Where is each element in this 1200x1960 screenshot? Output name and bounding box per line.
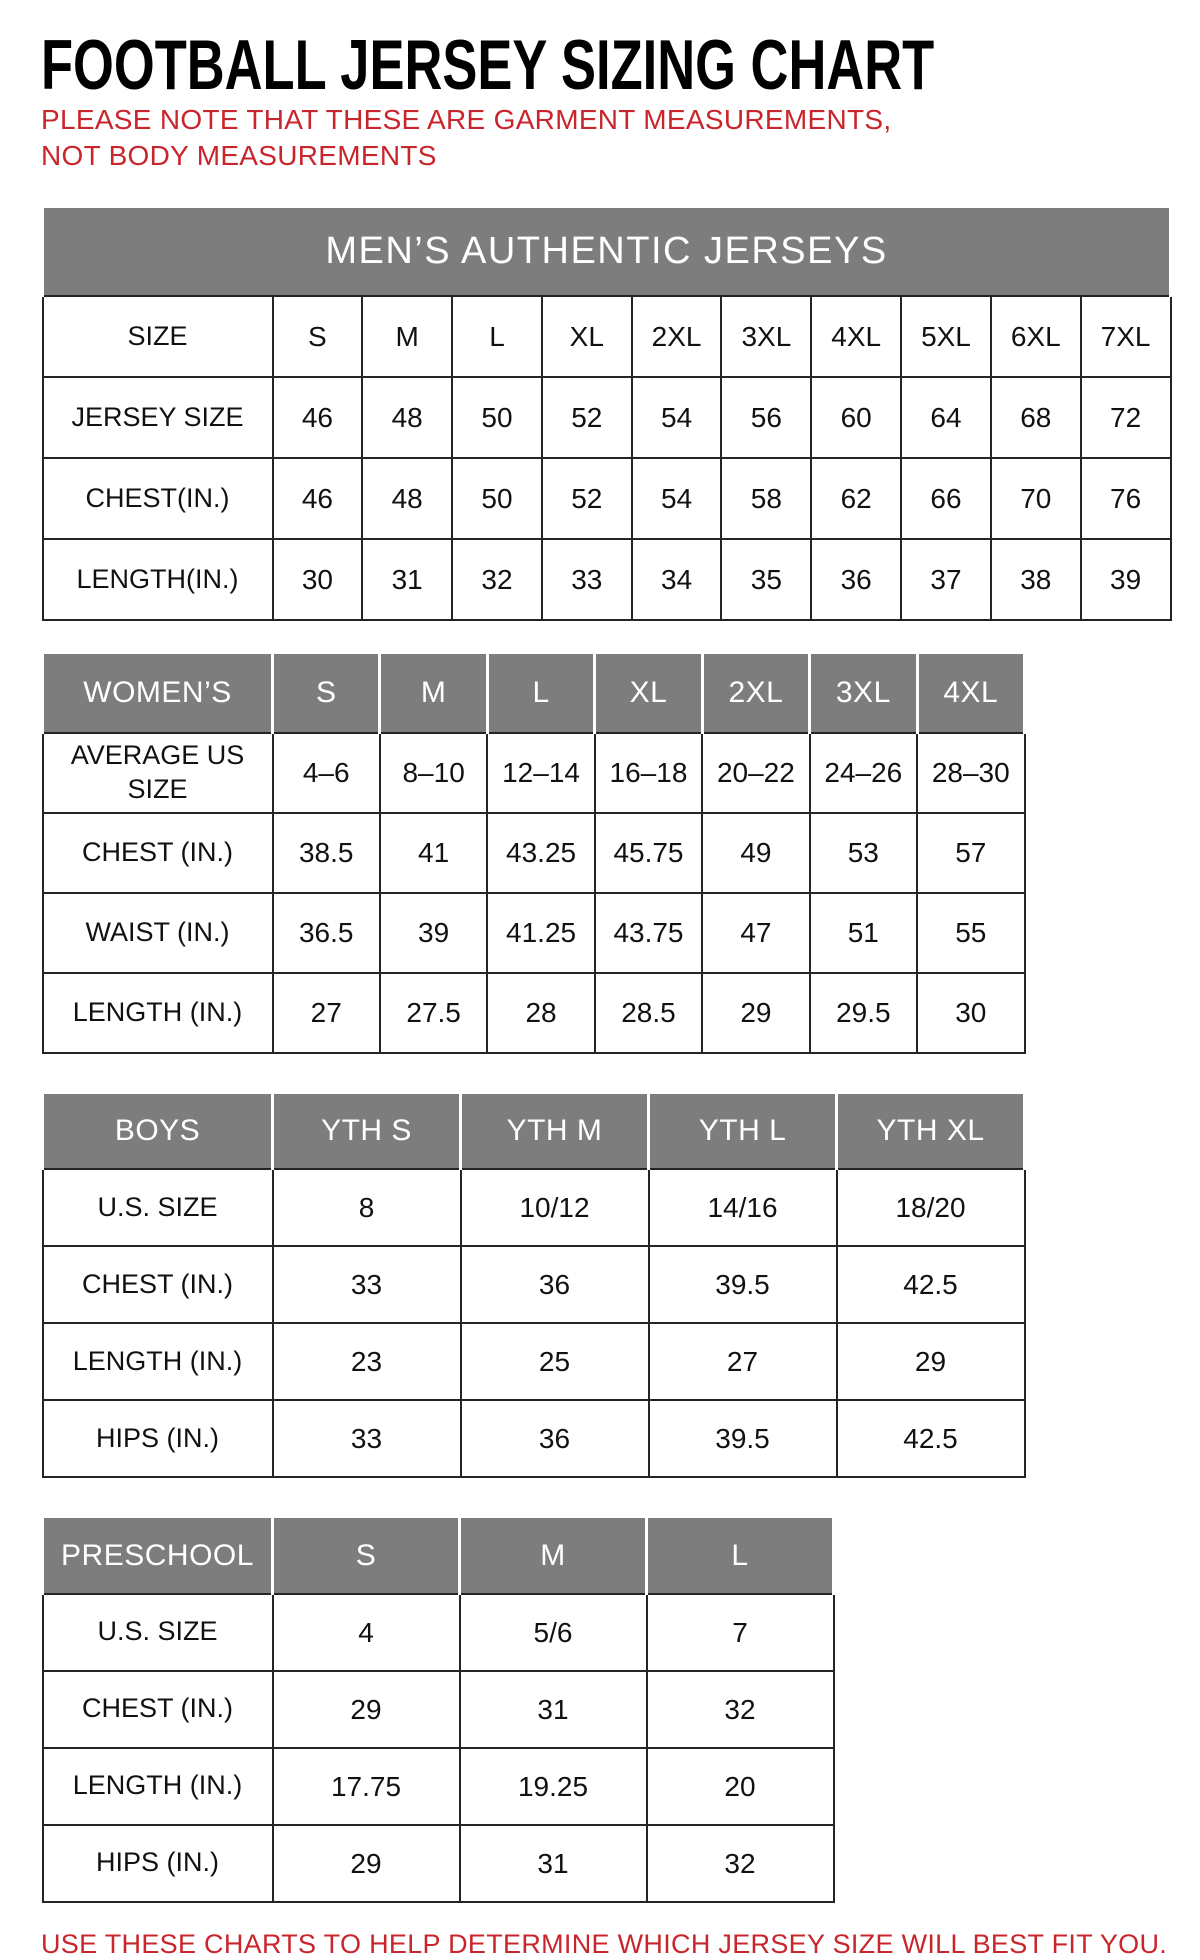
preschool-column-header: S xyxy=(273,1517,460,1594)
boys-column-header: YTH XL xyxy=(837,1092,1025,1169)
womens-row-label: LENGTH (IN.) xyxy=(43,973,273,1053)
womens-row-label: AVERAGE US SIZE xyxy=(43,733,273,813)
mens-value-cell: 35 xyxy=(721,539,811,620)
womens-value-cell: 24–26 xyxy=(810,733,917,813)
boys-header-row xyxy=(43,1092,1025,1169)
boys-column-header: YTH L xyxy=(649,1092,837,1169)
womens-value-cell: 39 xyxy=(380,893,487,973)
womens-value-cell: 30 xyxy=(917,973,1024,1053)
mens-value-cell: 76 xyxy=(1081,458,1171,539)
womens-value-cell: 47 xyxy=(702,893,809,973)
womens-value-cell: 36.5 xyxy=(273,893,380,973)
womens-column-header: L xyxy=(487,653,594,733)
mens-value-cell: 58 xyxy=(721,458,811,539)
womens-value-cell: 29 xyxy=(702,973,809,1053)
womens-value-cell: 53 xyxy=(810,813,917,893)
mens-value-cell: 31 xyxy=(362,539,452,620)
womens-value-cell: 28–30 xyxy=(917,733,1024,813)
preschool-value-cell: 20 xyxy=(647,1748,834,1825)
mens-row-label: SIZE xyxy=(43,296,273,377)
boys-table-row xyxy=(43,1169,1025,1246)
womens-value-cell: 27 xyxy=(273,973,380,1053)
boys-value-cell: 25 xyxy=(461,1323,649,1400)
preschool-column-header: M xyxy=(460,1517,647,1594)
preschool-value-cell: 4 xyxy=(273,1594,460,1671)
womens-header-row xyxy=(43,653,1025,733)
preschool-table-row xyxy=(43,1594,834,1671)
boys-value-cell: 42.5 xyxy=(837,1246,1025,1323)
mens-value-cell: 6XL xyxy=(991,296,1081,377)
mens-value-cell: 7XL xyxy=(1081,296,1171,377)
womens-value-cell: 43.25 xyxy=(487,813,594,893)
boys-table-row xyxy=(43,1400,1025,1477)
womens-table-row xyxy=(43,813,1025,893)
boys-row-label: HIPS (IN.) xyxy=(43,1400,273,1477)
preschool-value-cell: 5/6 xyxy=(460,1594,647,1671)
boys-value-cell: 36 xyxy=(461,1400,649,1477)
womens-value-cell: 16–18 xyxy=(595,733,702,813)
boys-table-row xyxy=(43,1246,1025,1323)
mens-value-cell: 52 xyxy=(542,458,632,539)
womens-column-header: 4XL xyxy=(917,653,1024,733)
womens-value-cell: 43.75 xyxy=(595,893,702,973)
mens-value-cell: XL xyxy=(542,296,632,377)
mens-value-cell: 54 xyxy=(632,377,722,458)
preschool-row-label: CHEST (IN.) xyxy=(43,1671,273,1748)
mens-row-label: LENGTH(IN.) xyxy=(43,539,273,620)
preschool-value-cell: 29 xyxy=(273,1825,460,1902)
boys-value-cell: 36 xyxy=(461,1246,649,1323)
preschool-table-row xyxy=(43,1825,834,1902)
boys-table-row xyxy=(43,1323,1025,1400)
garment-measurements-note: PLEASE NOTE THAT THESE ARE GARMENT MEASUREMENTS, NOT BODY MEASUREMENTS xyxy=(41,104,892,172)
mens-value-cell: 48 xyxy=(362,377,452,458)
boys-value-cell: 39.5 xyxy=(649,1400,837,1477)
womens-value-cell: 41 xyxy=(380,813,487,893)
mens-value-cell: 50 xyxy=(452,377,542,458)
preschool-row-label: HIPS (IN.) xyxy=(43,1825,273,1902)
mens-value-cell: 60 xyxy=(811,377,901,458)
preschool-header-row xyxy=(43,1517,834,1594)
boys-sizing-table xyxy=(41,1091,1026,1479)
mens-value-cell: 33 xyxy=(542,539,632,620)
preschool-value-cell: 7 xyxy=(647,1594,834,1671)
womens-value-cell: 38.5 xyxy=(273,813,380,893)
preschool-header-label: PRESCHOOL xyxy=(43,1517,273,1594)
boys-value-cell: 29 xyxy=(837,1323,1025,1400)
womens-column-header: XL xyxy=(595,653,702,733)
mens-banner-row xyxy=(43,206,1171,296)
preschool-row-label: U.S. SIZE xyxy=(43,1594,273,1671)
womens-value-cell: 4–6 xyxy=(273,733,380,813)
mens-value-cell: 50 xyxy=(452,458,542,539)
mens-value-cell: 66 xyxy=(901,458,991,539)
womens-value-cell: 20–22 xyxy=(702,733,809,813)
mens-value-cell: M xyxy=(362,296,452,377)
mens-value-cell: 30 xyxy=(273,539,363,620)
boys-value-cell: 23 xyxy=(273,1323,461,1400)
mens-value-cell: 3XL xyxy=(721,296,811,377)
mens-value-cell: 68 xyxy=(991,377,1081,458)
womens-value-cell: 55 xyxy=(917,893,1024,973)
womens-value-cell: 28.5 xyxy=(595,973,702,1053)
preschool-sizing-table xyxy=(41,1515,835,1903)
boys-column-header: YTH M xyxy=(461,1092,649,1169)
womens-column-header: 3XL xyxy=(810,653,917,733)
preschool-value-cell: 19.25 xyxy=(460,1748,647,1825)
footer-note: USE THESE CHARTS TO HELP DETERMINE WHICH JERSEY SIZE WILL BEST FIT YOU. xyxy=(41,1928,1168,1959)
mens-value-cell: L xyxy=(452,296,542,377)
womens-header-label: WOMEN’S xyxy=(43,653,273,733)
mens-value-cell: 70 xyxy=(991,458,1081,539)
preschool-value-cell: 29 xyxy=(273,1671,460,1748)
womens-row-label: CHEST (IN.) xyxy=(43,813,273,893)
preschool-table-row xyxy=(43,1748,834,1825)
mens-row-label: CHEST(IN.) xyxy=(43,458,273,539)
boys-row-label: U.S. SIZE xyxy=(43,1169,273,1246)
mens-value-cell: 36 xyxy=(811,539,901,620)
mens-banner: MEN’S AUTHENTIC JERSEYS xyxy=(43,206,1171,296)
womens-value-cell: 49 xyxy=(702,813,809,893)
mens-value-cell: 39 xyxy=(1081,539,1171,620)
boys-value-cell: 33 xyxy=(273,1246,461,1323)
boys-header-label: BOYS xyxy=(43,1092,273,1169)
womens-table-row xyxy=(43,893,1025,973)
mens-value-cell: 62 xyxy=(811,458,901,539)
womens-value-cell: 45.75 xyxy=(595,813,702,893)
preschool-value-cell: 32 xyxy=(647,1825,834,1902)
mens-value-cell: 46 xyxy=(273,458,363,539)
boys-value-cell: 8 xyxy=(273,1169,461,1246)
mens-table-row xyxy=(43,539,1171,620)
mens-value-cell: 48 xyxy=(362,458,452,539)
boys-column-header: YTH S xyxy=(273,1092,461,1169)
womens-value-cell: 29.5 xyxy=(810,973,917,1053)
womens-value-cell: 8–10 xyxy=(380,733,487,813)
mens-value-cell: 37 xyxy=(901,539,991,620)
preschool-value-cell: 31 xyxy=(460,1825,647,1902)
boys-value-cell: 10/12 xyxy=(461,1169,649,1246)
preschool-row-label: LENGTH (IN.) xyxy=(43,1748,273,1825)
womens-row-label: WAIST (IN.) xyxy=(43,893,273,973)
boys-value-cell: 18/20 xyxy=(837,1169,1025,1246)
womens-value-cell: 27.5 xyxy=(380,973,487,1053)
womens-column-header: M xyxy=(380,653,487,733)
womens-value-cell: 41.25 xyxy=(487,893,594,973)
mens-row-label: JERSEY SIZE xyxy=(43,377,273,458)
boys-row-label: LENGTH (IN.) xyxy=(43,1323,273,1400)
womens-sizing-table xyxy=(41,651,1026,1054)
mens-value-cell: S xyxy=(273,296,363,377)
mens-table-row xyxy=(43,377,1171,458)
womens-column-header: S xyxy=(273,653,380,733)
mens-value-cell: 56 xyxy=(721,377,811,458)
boys-row-label: CHEST (IN.) xyxy=(43,1246,273,1323)
womens-column-header: 2XL xyxy=(702,653,809,733)
mens-value-cell: 4XL xyxy=(811,296,901,377)
womens-value-cell: 28 xyxy=(487,973,594,1053)
mens-value-cell: 34 xyxy=(632,539,722,620)
mens-value-cell: 46 xyxy=(273,377,363,458)
womens-value-cell: 57 xyxy=(917,813,1024,893)
preschool-table-row xyxy=(43,1671,834,1748)
boys-value-cell: 14/16 xyxy=(649,1169,837,1246)
womens-table-row xyxy=(43,973,1025,1053)
preschool-value-cell: 31 xyxy=(460,1671,647,1748)
mens-value-cell: 64 xyxy=(901,377,991,458)
mens-value-cell: 72 xyxy=(1081,377,1171,458)
mens-value-cell: 38 xyxy=(991,539,1081,620)
mens-value-cell: 54 xyxy=(632,458,722,539)
mens-table-row xyxy=(43,296,1171,377)
mens-authentic-jerseys-table xyxy=(41,205,1172,622)
mens-value-cell: 2XL xyxy=(632,296,722,377)
preschool-column-header: L xyxy=(647,1517,834,1594)
page-title-wrap xyxy=(41,24,1200,105)
mens-value-cell: 32 xyxy=(452,539,542,620)
boys-value-cell: 39.5 xyxy=(649,1246,837,1323)
preschool-value-cell: 32 xyxy=(647,1671,834,1748)
boys-value-cell: 42.5 xyxy=(837,1400,1025,1477)
womens-value-cell: 12–14 xyxy=(487,733,594,813)
mens-value-cell: 52 xyxy=(542,377,632,458)
preschool-value-cell: 17.75 xyxy=(273,1748,460,1825)
boys-value-cell: 27 xyxy=(649,1323,837,1400)
boys-value-cell: 33 xyxy=(273,1400,461,1477)
mens-value-cell: 5XL xyxy=(901,296,991,377)
womens-table-row xyxy=(43,733,1025,813)
womens-value-cell: 51 xyxy=(810,893,917,973)
mens-table-row xyxy=(43,458,1171,539)
page-title: FOOTBALL JERSEY SIZING CHART xyxy=(41,25,935,105)
